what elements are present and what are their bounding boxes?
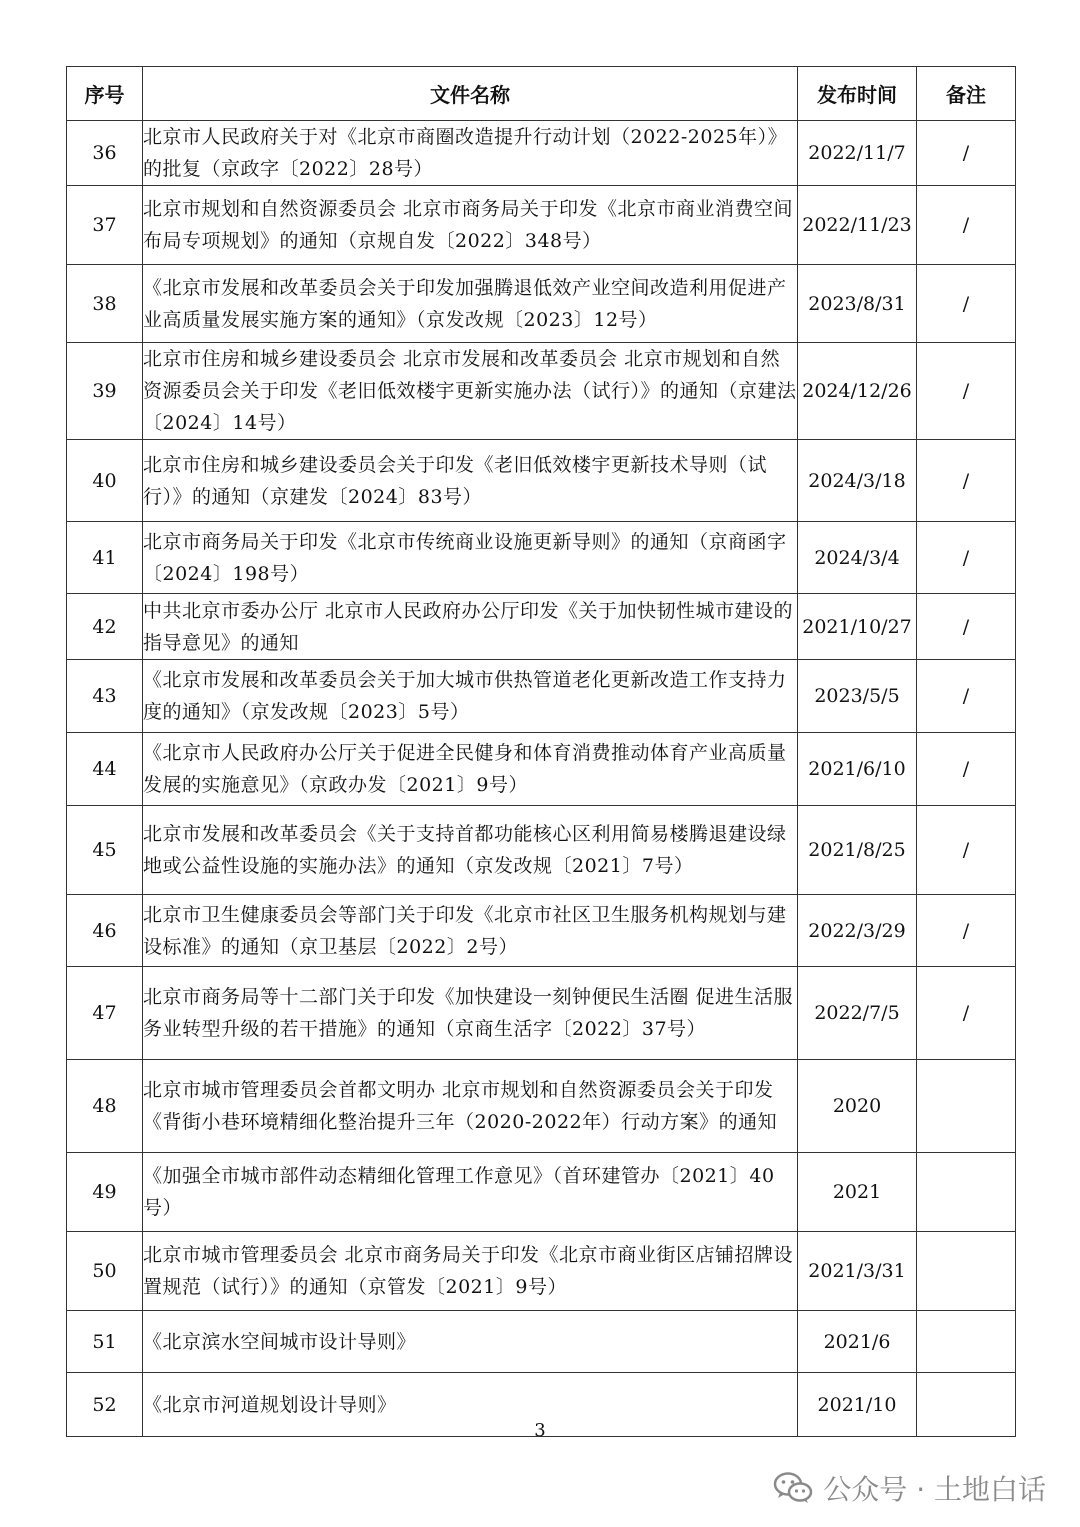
header-document-name: 文件名称 bbox=[143, 67, 798, 121]
row-document-name: 《北京市发展和改革委员会关于加大城市供热管道老化更新改造工作支持力度的通知》（京发改规〔2023〕5号） bbox=[143, 660, 798, 733]
row-note: / bbox=[917, 121, 1016, 186]
row-index: 47 bbox=[67, 967, 143, 1060]
table-row bbox=[67, 1232, 1016, 1311]
row-index: 49 bbox=[67, 1153, 143, 1232]
row-document-name: 北京市卫生健康委员会等部门关于印发《北京市社区卫生服务机构规划与建设标准》的通知（京卫基层〔2022〕2号） bbox=[143, 895, 798, 967]
row-document-name: 《北京市河道规划设计导则》 bbox=[143, 1373, 798, 1437]
row-note: / bbox=[917, 522, 1016, 594]
row-index: 39 bbox=[67, 343, 143, 440]
row-note: / bbox=[917, 440, 1016, 522]
table-row bbox=[67, 265, 1016, 343]
row-index: 38 bbox=[67, 265, 143, 343]
row-publish-date: 2024/3/4 bbox=[798, 522, 917, 594]
row-index: 51 bbox=[67, 1311, 143, 1373]
row-document-name: 北京市人民政府关于对《北京市商圈改造提升行动计划（2022-2025年）》的批复（京政字〔2022〕28号） bbox=[143, 121, 798, 186]
row-note bbox=[917, 1153, 1016, 1232]
table-row bbox=[67, 895, 1016, 967]
row-note bbox=[917, 1232, 1016, 1311]
row-index: 41 bbox=[67, 522, 143, 594]
table-row bbox=[67, 1311, 1016, 1373]
row-note: / bbox=[917, 594, 1016, 660]
row-note: / bbox=[917, 806, 1016, 895]
table-row bbox=[67, 1060, 1016, 1153]
row-publish-date: 2021/6 bbox=[798, 1311, 917, 1373]
row-index: 44 bbox=[67, 733, 143, 806]
row-document-name: 《北京市人民政府办公厅关于促进全民健身和体育消费推动体育产业高质量发展的实施意见》（京政办发〔2021〕9号） bbox=[143, 733, 798, 806]
table-row bbox=[67, 806, 1016, 895]
table-header-row bbox=[67, 67, 1016, 121]
row-index: 52 bbox=[67, 1373, 143, 1437]
row-index: 37 bbox=[67, 186, 143, 265]
row-document-name: 北京市城市管理委员会首都文明办 北京市规划和自然资源委员会关于印发《背街小巷环境精细化整治提升三年（2020-2022年）行动方案》的通知 bbox=[143, 1060, 798, 1153]
row-index: 40 bbox=[67, 440, 143, 522]
row-document-name: 《北京市发展和改革委员会关于印发加强腾退低效产业空间改造利用促进产业高质量发展实施方案的通知》（京发改规〔2023〕12号） bbox=[143, 265, 798, 343]
row-publish-date: 2023/5/5 bbox=[798, 660, 917, 733]
table-row bbox=[67, 186, 1016, 265]
row-publish-date: 2024/12/26 bbox=[798, 343, 917, 440]
row-note: / bbox=[917, 265, 1016, 343]
row-document-name: 北京市住房和城乡建设委员会关于印发《老旧低效楼宇更新技术导则（试行）》的通知（京建发〔2024〕83号） bbox=[143, 440, 798, 522]
watermark bbox=[773, 1468, 1046, 1508]
row-note bbox=[917, 1060, 1016, 1153]
row-note: / bbox=[917, 660, 1016, 733]
row-publish-date: 2022/7/5 bbox=[798, 967, 917, 1060]
row-publish-date: 2021/8/25 bbox=[798, 806, 917, 895]
row-document-name: 《加强全市城市部件动态精细化管理工作意见》（首环建管办〔2021〕40号） bbox=[143, 1153, 798, 1232]
row-index: 46 bbox=[67, 895, 143, 967]
row-publish-date: 2020 bbox=[798, 1060, 917, 1153]
header-note: 备注 bbox=[917, 67, 1016, 121]
row-publish-date: 2021/10 bbox=[798, 1373, 917, 1437]
row-index: 36 bbox=[67, 121, 143, 186]
row-document-name: 北京市城市管理委员会 北京市商务局关于印发《北京市商业街区店铺招牌设置规范（试行）》的通知（京管发〔2021〕9号） bbox=[143, 1232, 798, 1311]
row-document-name: 中共北京市委办公厅 北京市人民政府办公厅印发《关于加快韧性城市建设的指导意见》的通知 bbox=[143, 594, 798, 660]
row-document-name: 《北京滨水空间城市设计导则》 bbox=[143, 1311, 798, 1373]
table-row bbox=[67, 343, 1016, 440]
row-index: 43 bbox=[67, 660, 143, 733]
table-row bbox=[67, 967, 1016, 1060]
row-note bbox=[917, 1311, 1016, 1373]
row-index: 42 bbox=[67, 594, 143, 660]
row-index: 48 bbox=[67, 1060, 143, 1153]
table-row bbox=[67, 594, 1016, 660]
header-index: 序号 bbox=[67, 67, 143, 121]
row-publish-date: 2021 bbox=[798, 1153, 917, 1232]
row-document-name: 北京市商务局等十二部门关于印发《加快建设一刻钟便民生活圈 促进生活服务业转型升级的若干措施》的通知（京商生活字〔2022〕37号） bbox=[143, 967, 798, 1060]
row-document-name: 北京市商务局关于印发《北京市传统商业设施更新导则》的通知（京商函字〔2024〕198号） bbox=[143, 522, 798, 594]
table-row bbox=[67, 440, 1016, 522]
header-publish-date: 发布时间 bbox=[798, 67, 917, 121]
row-note: / bbox=[917, 343, 1016, 440]
row-index: 50 bbox=[67, 1232, 143, 1311]
row-index: 45 bbox=[67, 806, 143, 895]
row-document-name: 北京市发展和改革委员会《关于支持首都功能核心区利用简易楼腾退建设绿地或公益性设施的实施办法》的通知（京发改规〔2021〕7号） bbox=[143, 806, 798, 895]
row-publish-date: 2022/3/29 bbox=[798, 895, 917, 967]
row-document-name: 北京市规划和自然资源委员会 北京市商务局关于印发《北京市商业消费空间布局专项规划》的通知（京规自发〔2022〕348号） bbox=[143, 186, 798, 265]
table-row bbox=[67, 733, 1016, 806]
table-row bbox=[67, 660, 1016, 733]
row-publish-date: 2024/3/18 bbox=[798, 440, 917, 522]
page-number: 3 bbox=[534, 1420, 546, 1441]
row-publish-date: 2022/11/7 bbox=[798, 121, 917, 186]
row-note: / bbox=[917, 733, 1016, 806]
row-publish-date: 2021/3/31 bbox=[798, 1232, 917, 1311]
table-row bbox=[67, 121, 1016, 186]
row-note: / bbox=[917, 895, 1016, 967]
row-publish-date: 2023/8/31 bbox=[798, 265, 917, 343]
policy-document-table bbox=[66, 66, 1016, 1437]
row-note: / bbox=[917, 186, 1016, 265]
watermark-text: 公众号 · 土地白话 bbox=[823, 1473, 1046, 1506]
row-publish-date: 2021/6/10 bbox=[798, 733, 917, 806]
wechat-icon bbox=[773, 1471, 813, 1505]
row-note: / bbox=[917, 967, 1016, 1060]
table-row bbox=[67, 1153, 1016, 1232]
row-publish-date: 2021/10/27 bbox=[798, 594, 917, 660]
row-publish-date: 2022/11/23 bbox=[798, 186, 917, 265]
table-row bbox=[67, 522, 1016, 594]
row-document-name: 北京市住房和城乡建设委员会 北京市发展和改革委员会 北京市规划和自然资源委员会关于印发《老旧低效楼宇更新实施办法（试行）》的通知（京建法〔2024〕14号） bbox=[143, 343, 798, 440]
